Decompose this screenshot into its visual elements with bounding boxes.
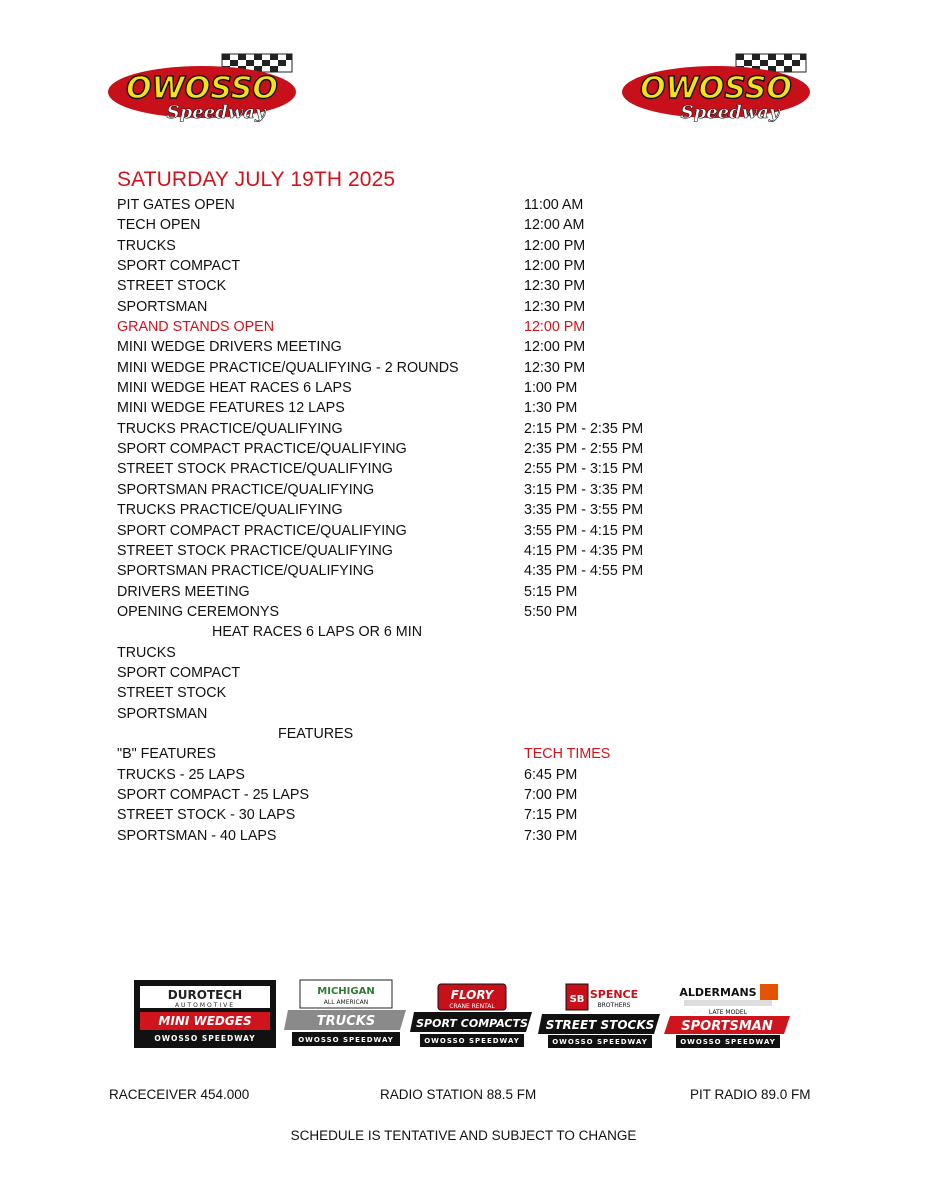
section-heading: HEAT RACES 6 LAPS OR 6 MIN bbox=[212, 624, 423, 641]
schedule-row bbox=[117, 541, 677, 561]
schedule-row bbox=[117, 297, 677, 317]
event-time: 2:35 PM - 2:55 PM bbox=[524, 441, 644, 458]
svg-text:MICHIGAN: MICHIGAN bbox=[317, 986, 375, 997]
heat-race-row bbox=[117, 704, 677, 724]
svg-text:FLORY: FLORY bbox=[450, 988, 494, 1002]
event-label: TRUCKS PRACTICE/QUALIFYING bbox=[117, 502, 343, 519]
event-label: SPORTSMAN PRACTICE/QUALIFYING bbox=[117, 563, 375, 580]
feature-row bbox=[117, 765, 677, 785]
raceceiver-frequency: RACECEIVER 454.000 bbox=[109, 1087, 250, 1102]
schedule-row bbox=[117, 337, 677, 357]
event-time: 12:30 PM bbox=[524, 278, 586, 295]
svg-text:OWOSSO SPEEDWAY: OWOSSO SPEEDWAY bbox=[552, 1038, 648, 1046]
schedule-list bbox=[117, 195, 677, 846]
street-stocks-badge bbox=[538, 978, 662, 1050]
event-label: MINI WEDGE DRIVERS MEETING bbox=[117, 339, 342, 356]
svg-text:OWOSSO: OWOSSO bbox=[640, 71, 792, 106]
schedule-row bbox=[117, 256, 677, 276]
event-time: 1:30 PM bbox=[524, 400, 578, 417]
event-time: 12:30 PM bbox=[524, 298, 586, 315]
svg-text:OWOSSO SPEEDWAY: OWOSSO SPEEDWAY bbox=[298, 1036, 394, 1044]
schedule-row-highlight bbox=[117, 317, 677, 337]
event-time: 1:00 PM bbox=[524, 380, 578, 397]
heat-race-row bbox=[117, 683, 677, 703]
svg-text:OWOSSO SPEEDWAY: OWOSSO SPEEDWAY bbox=[424, 1037, 520, 1045]
feature-row bbox=[117, 805, 677, 825]
event-label: TRUCKS PRACTICE/QUALIFYING bbox=[117, 420, 343, 437]
event-label: TECH OPEN bbox=[117, 217, 201, 234]
radio-station-frequency: RADIO STATION 88.5 FM bbox=[380, 1087, 537, 1102]
event-label: GRAND STANDS OPEN bbox=[117, 319, 275, 336]
schedule-row bbox=[117, 480, 677, 500]
schedule-row bbox=[117, 195, 677, 215]
event-time: 5:50 PM bbox=[524, 603, 578, 620]
event-time: 12:00 PM bbox=[524, 319, 586, 336]
svg-text:ALL AMERICAN: ALL AMERICAN bbox=[323, 999, 369, 1006]
schedule-row bbox=[117, 276, 677, 296]
event-label: TRUCKS bbox=[117, 237, 176, 254]
sport-compacts-badge bbox=[410, 978, 534, 1050]
event-label: STREET STOCK bbox=[117, 278, 227, 295]
svg-text:ALDERMANS: ALDERMANS bbox=[679, 986, 757, 999]
feature-label: TRUCKS - 25 LAPS bbox=[117, 766, 245, 783]
event-label: MINI WEDGE FEATURES 12 LAPS bbox=[117, 400, 345, 417]
svg-text:SB: SB bbox=[569, 994, 585, 1005]
schedule-row bbox=[117, 439, 677, 459]
svg-text:SPORTSMAN: SPORTSMAN bbox=[681, 1019, 773, 1034]
svg-text:CRANE RENTAL: CRANE RENTAL bbox=[449, 1003, 495, 1010]
event-time: 11:00 AM bbox=[524, 197, 584, 213]
event-time: 3:35 PM - 3:55 PM bbox=[524, 502, 644, 519]
b-features-row bbox=[117, 744, 677, 764]
schedule-row bbox=[117, 459, 677, 479]
event-time: 12:00 PM bbox=[524, 339, 586, 356]
svg-text:OWOSSO: OWOSSO bbox=[126, 71, 278, 106]
feature-time: 7:15 PM bbox=[524, 807, 578, 824]
event-time: 3:15 PM - 3:35 PM bbox=[524, 481, 644, 498]
event-time: 12:00 PM bbox=[524, 237, 586, 254]
feature-label: STREET STOCK - 30 LAPS bbox=[117, 807, 296, 824]
event-label: SPORT COMPACT bbox=[117, 258, 241, 275]
event-time: 4:15 PM - 4:35 PM bbox=[524, 542, 644, 559]
feature-time: 6:45 PM bbox=[524, 766, 578, 783]
schedule-row bbox=[117, 378, 677, 398]
event-time: 4:35 PM - 4:55 PM bbox=[524, 563, 644, 580]
event-label: MINI WEDGE HEAT RACES 6 LAPS bbox=[117, 380, 352, 397]
heat-races-heading bbox=[117, 622, 677, 642]
pit-radio-frequency: PIT RADIO 89.0 FM bbox=[690, 1087, 811, 1102]
schedule-row bbox=[117, 358, 677, 378]
event-label: DRIVERS MEETING bbox=[117, 583, 250, 600]
svg-text:MINI WEDGES: MINI WEDGES bbox=[158, 1014, 252, 1028]
event-time: 12:00 AM bbox=[524, 217, 585, 234]
class-label: TRUCKS bbox=[117, 644, 176, 661]
event-label: SPORTSMAN PRACTICE/QUALIFYING bbox=[117, 481, 375, 498]
svg-text:Speedway: Speedway bbox=[680, 102, 780, 123]
owosso-speedway-logo-left bbox=[104, 52, 300, 126]
event-label: MINI WEDGE PRACTICE/QUALIFYING - 2 ROUNDS bbox=[117, 359, 459, 376]
svg-text:LATE MODEL: LATE MODEL bbox=[708, 1009, 748, 1016]
feature-label: SPORTSMAN - 40 LAPS bbox=[117, 827, 277, 844]
schedule-row bbox=[117, 236, 677, 256]
b-features-label: "B" FEATURES bbox=[117, 746, 216, 763]
heat-race-row bbox=[117, 663, 677, 683]
feature-time: 7:00 PM bbox=[524, 786, 578, 803]
class-label: SPORT COMPACT bbox=[117, 664, 241, 681]
event-time: 12:30 PM bbox=[524, 359, 586, 376]
svg-text:BROTHERS: BROTHERS bbox=[597, 1002, 631, 1009]
svg-text:OWOSSO SPEEDWAY: OWOSSO SPEEDWAY bbox=[680, 1038, 776, 1046]
svg-text:Speedway: Speedway bbox=[166, 102, 266, 123]
event-label: SPORTSMAN bbox=[117, 298, 208, 315]
event-label: PIT GATES OPEN bbox=[117, 197, 235, 213]
schedule-row bbox=[117, 419, 677, 439]
svg-text:AUTOMOTIVE: AUTOMOTIVE bbox=[174, 1002, 236, 1009]
event-time: 2:55 PM - 3:15 PM bbox=[524, 461, 644, 478]
schedule-row bbox=[117, 500, 677, 520]
features-heading bbox=[117, 724, 677, 744]
svg-text:DUROTECH: DUROTECH bbox=[167, 988, 243, 1002]
schedule-row bbox=[117, 561, 677, 581]
section-heading: FEATURES bbox=[278, 725, 354, 742]
svg-text:OWOSSO SPEEDWAY: OWOSSO SPEEDWAY bbox=[154, 1034, 256, 1043]
feature-time: 7:30 PM bbox=[524, 827, 578, 844]
event-label: SPORT COMPACT PRACTICE/QUALIFYING bbox=[117, 441, 407, 458]
page-title: SATURDAY JULY 19TH 2025 bbox=[117, 168, 396, 191]
schedule-row bbox=[117, 215, 677, 235]
event-label: STREET STOCK PRACTICE/QUALIFYING bbox=[117, 542, 393, 559]
event-time: 3:55 PM - 4:15 PM bbox=[524, 522, 644, 539]
event-label: STREET STOCK PRACTICE/QUALIFYING bbox=[117, 461, 393, 478]
event-time: 2:15 PM - 2:35 PM bbox=[524, 420, 644, 437]
feature-row bbox=[117, 826, 677, 846]
schedule-row bbox=[117, 582, 677, 602]
schedule-disclaimer: SCHEDULE IS TENTATIVE AND SUBJECT TO CHANGE bbox=[290, 1128, 637, 1143]
class-label: SPORTSMAN bbox=[117, 705, 208, 722]
sportsman-badge bbox=[664, 978, 792, 1050]
feature-label: SPORT COMPACT - 25 LAPS bbox=[117, 786, 310, 803]
schedule-row bbox=[117, 521, 677, 541]
svg-text:SPENCE: SPENCE bbox=[589, 988, 639, 1001]
feature-row bbox=[117, 785, 677, 805]
trucks-badge bbox=[284, 978, 408, 1050]
svg-text:STREET STOCKS: STREET STOCKS bbox=[545, 1018, 655, 1032]
event-time: 12:00 PM bbox=[524, 258, 586, 275]
schedule-row bbox=[117, 398, 677, 418]
svg-text:TRUCKS: TRUCKS bbox=[316, 1014, 376, 1029]
svg-text:SPORT COMPACTS: SPORT COMPACTS bbox=[416, 1017, 528, 1030]
event-label: SPORT COMPACT PRACTICE/QUALIFYING bbox=[117, 522, 407, 539]
event-label: OPENING CEREMONYS bbox=[117, 603, 280, 620]
class-label: STREET STOCK bbox=[117, 685, 227, 702]
event-time: 5:15 PM bbox=[524, 583, 578, 600]
tech-times-label: TECH TIMES bbox=[524, 746, 611, 763]
owosso-speedway-logo-right bbox=[618, 52, 814, 126]
schedule-row bbox=[117, 602, 677, 622]
heat-race-row bbox=[117, 643, 677, 663]
mini-wedges-badge bbox=[134, 978, 278, 1050]
